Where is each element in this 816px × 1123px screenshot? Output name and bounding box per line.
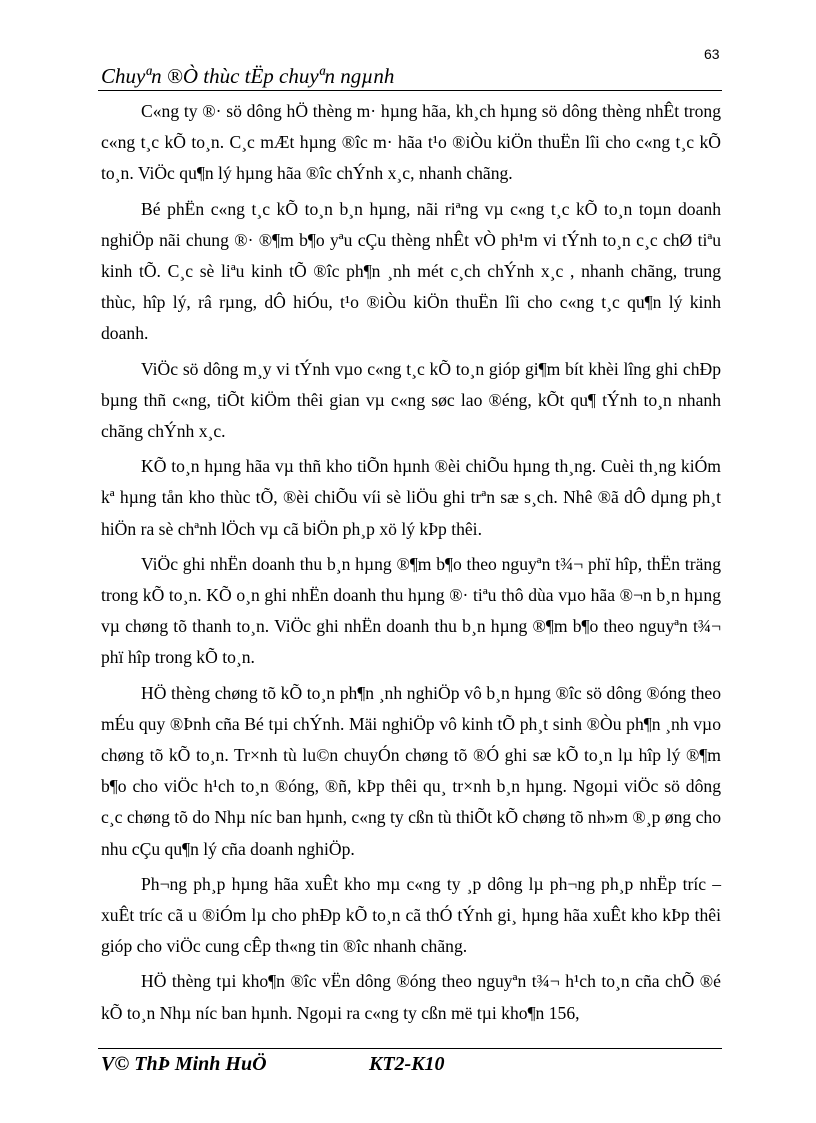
paragraph: C«ng ty ®· sö dông hÖ thèng m· hµng hãa, kh¸ch hµng sö dông thèng nhÊt trong c«ng t¸c kÕ to¸n. C¸c mÆt hµng ®îc m· hãa t¹o ®iÒu kiÖn thuËn lîi cho c«ng t¸c kÕ to¸n. ViÖc qu¶n lý hµng hãa ®îc chÝnh x¸c, nhanh chãng. xyxy=(101,101,721,184)
paragraph: ViÖc ghi nhËn doanh thu b¸n hµng ®¶m b¶o theo nguyªn t¾¬ phï hîp, thËn träng trong kÕ to¸n. KÕ o¸n ghi nhËn doanh thu hµng ®· tiªu thô dùa vµo hãa ®¬n b¸n hµng vµ chøng tõ thanh to¸n. ViÖc ghi nhËn doanh thu b¸n hµng ®¶m b¶o theo nguyªn t¾¬ phï hîp trong kÕ to¸n. xyxy=(101,553,721,668)
running-header: Chuyªn ®Ò thùc tËp chuyªn ngµnh xyxy=(101,64,395,88)
paragraph: ViÖc sö dông m¸y vi tÝnh vµo c«ng t¸c kÕ to¸n gióp gi¶m bít khèi lîng ghi chÐp bµng thñ c«ng, tiÕt kiÖm thêi gian vµ c«ng søc lao ®éng, kÕt qu¶ tÝnh to¸n nhanh chãng chÝnh x¸c. xyxy=(101,358,721,442)
footer-rule xyxy=(98,1048,722,1049)
footer-author: V© ThÞ Minh HuÖ xyxy=(101,1053,267,1075)
body-text xyxy=(101,96,721,1029)
footer-class-code: KT2-K10 xyxy=(369,1053,445,1075)
paragraph: Bé phËn c«ng t¸c kÕ to¸n b¸n hµng, nãi riªng vµ c«ng t¸c kÕ to¸n toµn doanh nghiÖp nãi chung ®· ®¶m b¶o yªu cÇu thèng nhÊt vÒ ph¹m vi tÝnh to¸n c¸c chØ tiªu kinh tÕ. C¸c sè liªu kinh tÕ ®îc ph¶n ¸nh mét c¸ch chÝnh x¸c , nhanh chãng, trung thùc, hîp lý, râ rµng, dÔ hiÓu, t¹o ®iÒu kiÖn thuËn lîi cho c«ng t¸c qu¶n lý kinh doanh. xyxy=(101,198,721,344)
page-number: 63 xyxy=(704,46,720,62)
paragraph: HÖ thèng chøng tõ kÕ to¸n ph¶n ¸nh nghiÖp vô b¸n hµng ®îc sö dông ®óng theo mÉu quy ®Þnh cña Bé tµi chÝnh. Mäi nghiÖp vô kinh tÕ ph¸t sinh ®Òu ph¶n ¸nh vµo chøng tõ kÕ to¸n. Tr×nh tù lu©n chuyÓn chøng tõ ®Ó ghi sæ kÕ to¸n lµ hîp lý ®¶m b¶o cho viÖc h¹ch to¸n ®óng, ®ñ, kÞp thêi qu¸ tr×nh b¸n hµng. Ngoµi viÖc sö dông c¸c chøng tõ do Nhµ níc ban hµnh, c«ng ty cßn tù thiÕt kÕ chøng tõ nh»m ®¸p øng cho nhu cÇu qu¶n lý cña doanh nghiÖp. xyxy=(101,682,721,859)
paragraph: Ph¬ng ph¸p hµng hãa xuÊt kho mµ c«ng ty ¸p dông lµ ph¬ng ph¸p nhËp tríc – xuÊt tríc cã u ®iÓm lµ cho phÐp kÕ to¸n cã thÓ tÝnh gi¸ hµng hãa xuÊt kho kÞp thêi gióp cho viÖc cung cÊp th«ng tin ®îc nhanh chãng. xyxy=(101,873,721,957)
paragraph: HÖ thèng tµi kho¶n ®îc vËn dông ®óng theo nguyªn t¾¬ h¹ch to¸n cña chÕ ®é kÕ to¸n Nhµ níc ban hµnh. Ngoµi ra c«ng ty cßn më tµi kho¶n 156, xyxy=(101,971,721,1023)
header-rule xyxy=(98,90,722,91)
paragraph: KÕ to¸n hµng hãa vµ thñ kho tiÕn hµnh ®èi chiÕu hµng th¸ng. Cuèi th¸ng kiÓm kª hµng tån kho thùc tÕ, ®èi chiÕu víi sè liÖu ghi trªn sæ s¸ch. Nhê ®ã dÔ dµng ph¸t hiÖn ra sè chªnh lÖch vµ cã biÖn ph¸p xö lý kÞp thêi. xyxy=(101,456,721,539)
